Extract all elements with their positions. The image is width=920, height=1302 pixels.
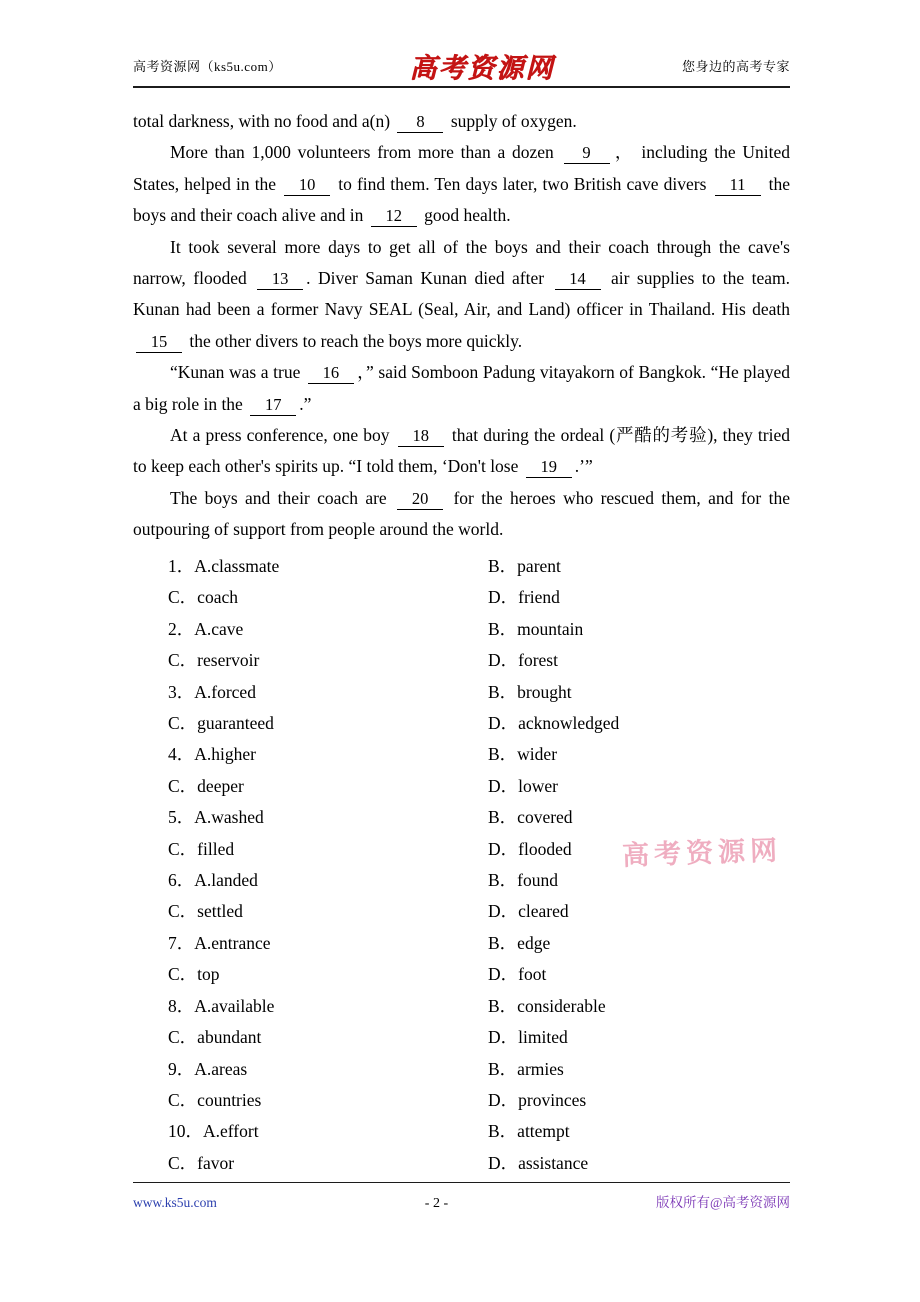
option-cell-right: B．considerable xyxy=(488,995,606,1016)
option-cell-left: C．deeper xyxy=(168,775,244,796)
option-cell-right: B．attempt xyxy=(488,1121,570,1142)
option-cell-left: 7．A.entrance xyxy=(168,932,271,953)
cloze-blank-20: 20 xyxy=(397,488,443,510)
option-cell-right: D．forest xyxy=(488,650,558,671)
option-row xyxy=(168,1085,792,1116)
option-cell-right: D．acknowledged xyxy=(488,713,620,734)
option-cell-left: 1．A.classmate xyxy=(168,556,280,576)
cloze-blank-12: 12 xyxy=(371,205,417,227)
option-row xyxy=(168,582,792,613)
option-cell-left: C．guaranteed xyxy=(168,713,274,734)
passage-paragraph: More than 1,000 volunteers from more than a dozen 9 ， including the United States, helped in the 10 to find them. Ten days later, two British cave divers 11 the boys and their coach alive and in 12 good health. xyxy=(133,142,790,226)
cloze-blank-14: 14 xyxy=(555,268,601,290)
option-cell-left: 2．A.cave xyxy=(168,618,244,639)
option-row xyxy=(168,896,792,927)
cloze-blank-10: 10 xyxy=(284,174,330,196)
option-row xyxy=(168,1022,792,1053)
option-row xyxy=(168,834,792,865)
footer-copyright: 版权所有@高考资源网 xyxy=(656,1195,790,1210)
option-row xyxy=(168,551,792,582)
option-row xyxy=(168,802,792,833)
cloze-blank-17: 17 xyxy=(250,394,296,416)
cloze-blank-16: 16 xyxy=(308,362,354,384)
option-cell-left: 9．A.areas xyxy=(168,1058,248,1079)
ks5u-logo: 高考资源网 xyxy=(409,52,555,83)
page-header xyxy=(133,50,790,88)
option-cell-left: C．coach xyxy=(168,587,238,608)
option-cell-right: D．flooded xyxy=(488,838,572,859)
option-cell-left: 5．A.washed xyxy=(168,807,264,828)
option-cell-left: 6．A.landed xyxy=(168,870,258,891)
cloze-blank-8: 8 xyxy=(397,111,443,133)
header-slogan: 您身边的高考专家 xyxy=(681,58,790,74)
passage-paragraph: The boys and their coach are 20 for the heroes who rescued them, and for the outpouring of support from people around the world. xyxy=(133,487,790,540)
options-list xyxy=(168,551,792,1179)
option-cell-left: 3．A.forced xyxy=(168,681,256,702)
option-cell-right: B．brought xyxy=(488,681,572,702)
option-row xyxy=(168,1116,792,1147)
cloze-blank-19: 19 xyxy=(526,456,572,478)
option-cell-right: B．found xyxy=(488,870,558,891)
cloze-blank-18: 18 xyxy=(398,425,444,447)
option-cell-left: 8．A.available xyxy=(168,995,275,1016)
option-cell-right: D．limited xyxy=(488,1027,568,1048)
option-row xyxy=(168,991,792,1022)
option-row xyxy=(168,677,792,708)
passage-paragraph: “Kunan was a true 16 ，” said Somboon Padung vitayakorn of Bangkok. “He played a big role in the 17 .” xyxy=(133,362,790,414)
cloze-blank-15: 15 xyxy=(136,331,182,353)
option-cell-right: D．friend xyxy=(488,587,560,608)
option-row xyxy=(168,865,792,896)
option-cell-left: C．filled xyxy=(168,838,235,859)
option-cell-left: 10．A.effort xyxy=(168,1121,259,1142)
option-cell-right: B．mountain xyxy=(488,618,584,639)
page-footer xyxy=(133,1182,790,1212)
option-cell-right: D．cleared xyxy=(488,901,569,922)
cloze-blank-9: 9 xyxy=(564,142,610,164)
option-cell-left: C．countries xyxy=(168,1089,262,1110)
cloze-blank-11: 11 xyxy=(715,174,761,196)
option-cell-left: C．abundant xyxy=(168,1027,262,1048)
option-cell-left: 4．A.higher xyxy=(168,744,256,765)
header-site-name: 高考资源网（ks5u.com） xyxy=(133,58,282,74)
option-row xyxy=(168,614,792,645)
watermark: 高考资源网 xyxy=(621,835,783,871)
passage-paragraph: total darkness, with no food and a(n) 8 supply of oxygen. xyxy=(133,111,577,131)
footer-site-url[interactable]: www.ks5u.com xyxy=(133,1195,217,1210)
option-row xyxy=(168,1148,792,1179)
option-row xyxy=(168,739,792,770)
passage-paragraph: At a press conference, one boy 18 that during the ordeal (严酷的考验), they tried to keep each other's spirits up. “I told them, ‘Don't lose 19 .’” xyxy=(133,425,791,477)
option-row xyxy=(168,1054,792,1085)
option-cell-right: B．covered xyxy=(488,807,573,828)
option-cell-right: D．foot xyxy=(488,964,547,985)
option-cell-left: C．top xyxy=(168,964,220,985)
cloze-blank-13: 13 xyxy=(257,268,303,290)
option-cell-right: D．lower xyxy=(488,775,558,796)
option-row xyxy=(168,959,792,990)
option-row xyxy=(168,771,792,802)
option-cell-right: D．provinces xyxy=(488,1089,587,1110)
option-cell-right: B．wider xyxy=(488,744,558,765)
passage xyxy=(133,106,790,546)
option-row xyxy=(168,708,792,739)
option-cell-right: B．parent xyxy=(488,556,561,576)
option-row xyxy=(168,928,792,959)
option-cell-left: C．reservoir xyxy=(168,650,260,671)
option-cell-left: C．settled xyxy=(168,901,243,922)
option-cell-right: B．edge xyxy=(488,932,551,953)
page-number: - 2 - xyxy=(424,1196,449,1211)
option-cell-right: B．armies xyxy=(488,1058,564,1079)
option-cell-left: C．favor xyxy=(168,1152,235,1173)
option-row xyxy=(168,645,792,676)
passage-paragraph: It took several more days to get all of the boys and their coach through the cave's narrow, flooded 13 . Diver Saman Kunan died after 14 air supplies to the team. Kunan had been a former Navy SEAL (Seal, Air, and Land) officer in Thailand. His death 15 the other divers to reach the boys more quickly. xyxy=(133,236,790,351)
option-cell-right: D．assistance xyxy=(488,1152,589,1173)
